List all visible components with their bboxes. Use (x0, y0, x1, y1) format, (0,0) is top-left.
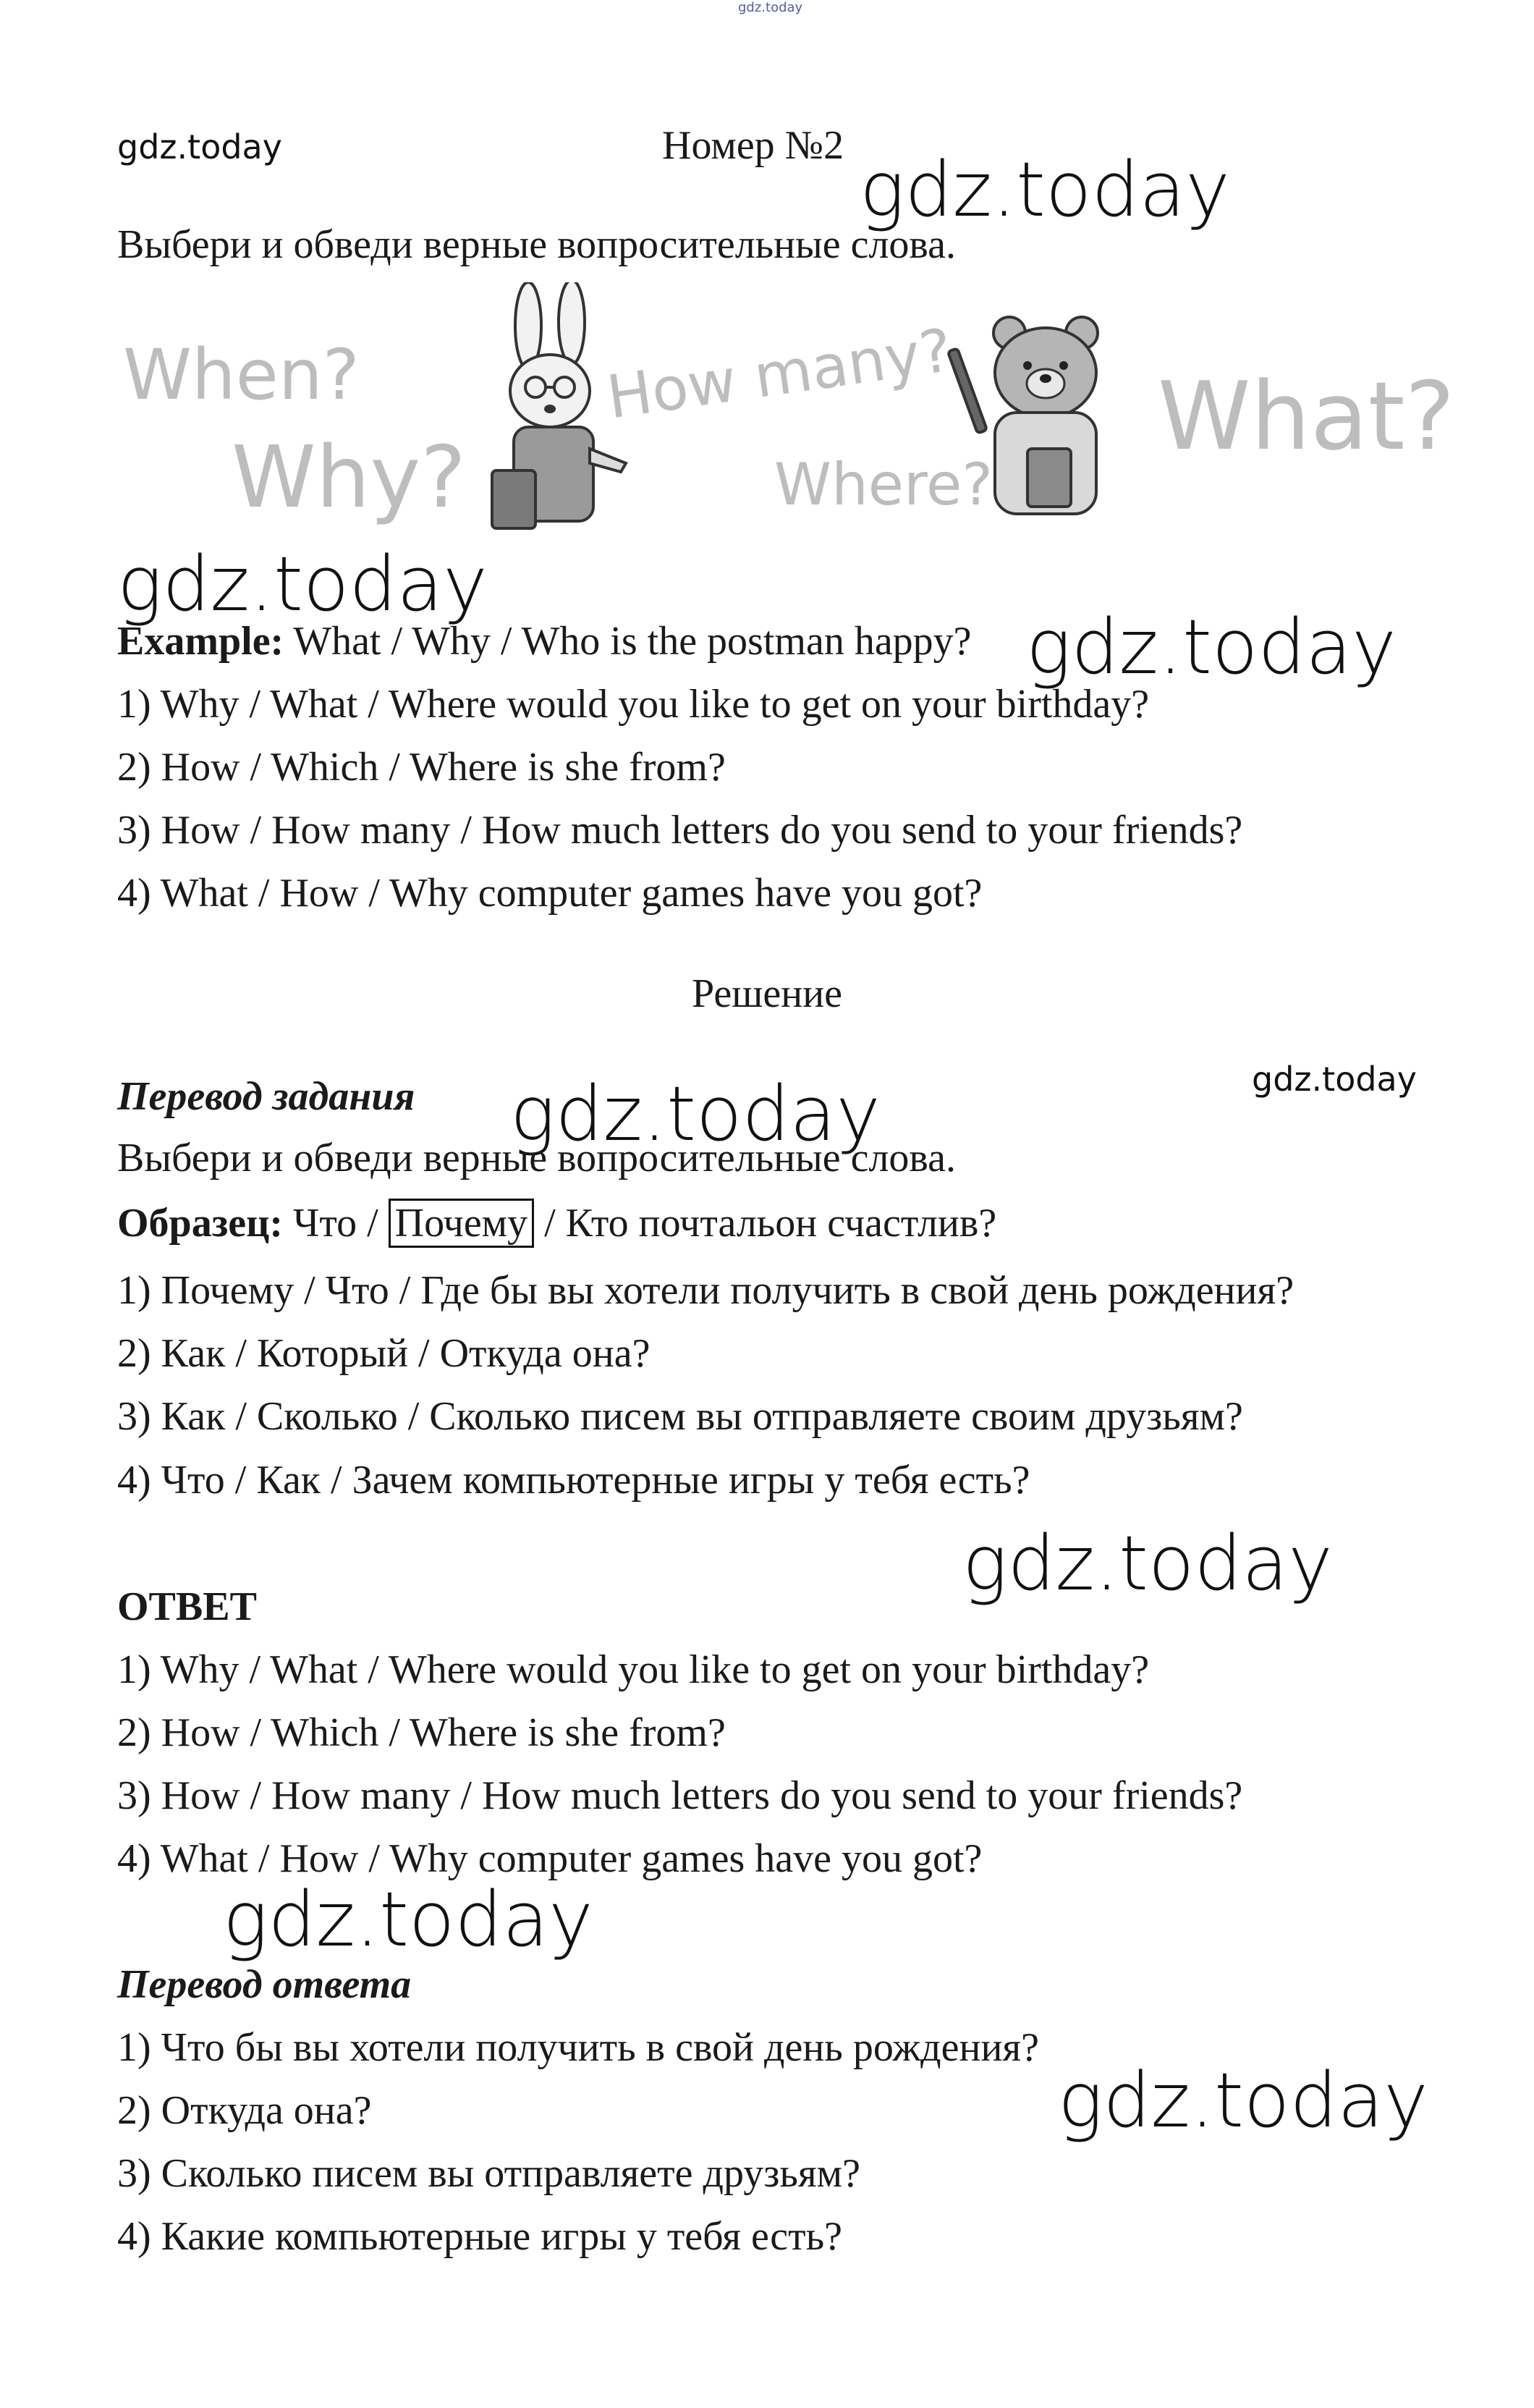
translated-item-2: 2) Как / Который / Откуда она? (117, 1331, 651, 1376)
answer-translation-item-2: 2) Откуда она? (117, 2088, 372, 2133)
sample-line (117, 1201, 997, 1246)
example-line (117, 621, 972, 662)
watermark: gdz.today (962, 1519, 1333, 1608)
sample-label: Образец: (117, 1201, 283, 1246)
watermark: gdz.today (117, 540, 488, 628)
translation-heading: Перевод задания (117, 1074, 415, 1119)
task-instruction: Выбери и обведи верные вопросительные слова. (117, 222, 956, 267)
translated-item-4: 4) Что / Как / Зачем компьютерные игры у тебя есть? (117, 1458, 1030, 1503)
example-text: What / Why / Who is the postman happy? (293, 619, 972, 664)
sample-after: / Кто почтальон счастлив? (544, 1201, 997, 1246)
watermark: gdz.today (510, 1070, 881, 1158)
question-word-when: When? (123, 334, 360, 415)
sample-before: Что / (292, 1201, 378, 1246)
translated-item-3: 3) Как / Сколько / Сколько писем вы отправляете своим друзьям? (117, 1394, 1243, 1439)
bear-icon (941, 304, 1129, 536)
translated-item-1: 1) Почему / Что / Где бы вы хотели получить в свой день рождения? (117, 1268, 1294, 1313)
watermark: gdz.today (117, 127, 282, 166)
exercise-item-1: 1) Why / What / Where would you like to get on your birthday? (117, 682, 1150, 727)
watermark: gdz.today (223, 1875, 593, 1964)
exercise-item-3: 3) How / How many / How much letters do you send to your friends? (117, 808, 1243, 853)
rabbit-icon (470, 282, 637, 543)
illustration (116, 282, 1455, 550)
sample-boxed-answer: Почему (389, 1199, 534, 1248)
watermark: gdz.today (860, 145, 1230, 234)
watermark: gdz.today (1058, 2056, 1428, 2145)
answer-heading: ОТВЕТ (117, 1584, 257, 1629)
answer-translation-item-3: 3) Сколько писем вы отправляете друзьям? (117, 2151, 860, 2196)
watermark: gdz.today (1252, 1060, 1417, 1099)
exercise-item-4: 4) What / How / Why computer games have you got? (117, 871, 983, 916)
answer-item-3: 3) How / How many / How much letters do you send to your friends? (117, 1773, 1243, 1818)
question-word-what: What? (1158, 361, 1455, 471)
page-title: Номер №2 (662, 123, 844, 168)
answer-translation-item-1: 1) Что бы вы хотели получить в свой день рождения? (117, 2025, 1040, 2070)
answer-translation-item-4: 4) Какие компьютерные игры у тебя есть? (117, 2214, 842, 2259)
answer-item-2: 2) How / Which / Where is she from? (117, 1710, 726, 1755)
watermark-top: gdz.today (738, 0, 803, 15)
solution-heading: Решение (691, 971, 843, 1016)
answer-item-4: 4) What / How / Why computer games have you got? (117, 1836, 983, 1881)
example-label: Example: (117, 619, 284, 664)
question-word-how-many: How many? (603, 316, 956, 433)
exercise-item-2: 2) How / Which / Where is she from? (117, 745, 726, 790)
watermark: gdz.today (1026, 603, 1397, 691)
translation-instruction: Выбери и обведи верные вопросительные слова. (117, 1136, 956, 1180)
answer-translation-heading: Перевод ответа (117, 1962, 412, 2007)
answer-item-1: 1) Why / What / Where would you like to get on your birthday? (117, 1647, 1150, 1692)
question-word-why: Why? (232, 427, 466, 527)
question-word-where: Where? (774, 451, 993, 518)
